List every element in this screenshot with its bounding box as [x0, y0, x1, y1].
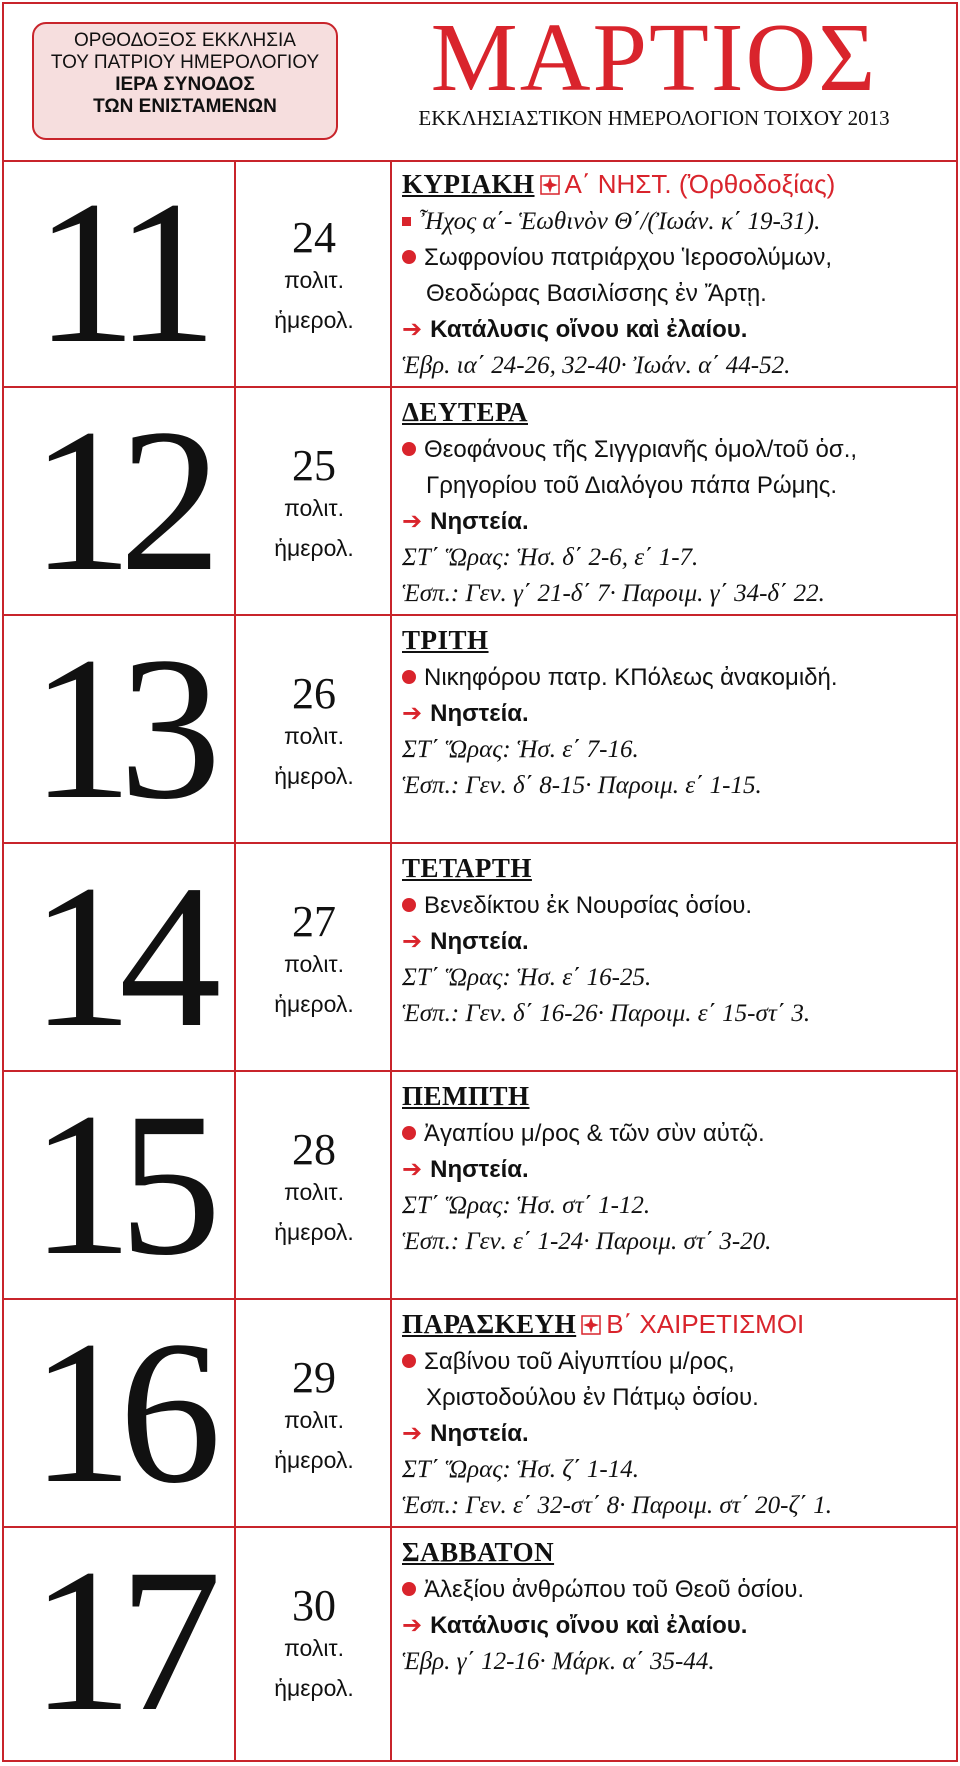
- saint-line: [402, 468, 948, 504]
- day-number: 15: [4, 1072, 236, 1298]
- day-content: [402, 166, 948, 384]
- fast-text: Κατάλυσις οἴνου καὶ ἐλαίου.: [430, 316, 748, 343]
- day-row: [4, 844, 956, 1072]
- tone-text: Ἦχος α΄- Ἑωθινὸν Θ΄/(Ἰωάν. κ΄ 19-31).: [419, 208, 821, 235]
- civil-label: ἡμερολ.: [274, 991, 354, 1017]
- day-number: 17: [4, 1528, 236, 1760]
- badge-line: ΙΕΡΑ ΣΥΝΟΔΟΣ: [115, 74, 255, 95]
- arrow-right-icon: ➔: [402, 508, 423, 535]
- calendar-page: [2, 2, 958, 1762]
- civil-label: πολιτ.: [284, 951, 344, 977]
- day-title: [402, 166, 948, 204]
- days-list: [4, 160, 956, 1760]
- fast-line: [402, 924, 948, 960]
- saint-line: [402, 1116, 948, 1152]
- saint-text: Νικηφόρου πατρ. ΚΠόλεως ἀνακομιδή.: [424, 664, 838, 691]
- reading-line: ΣΤ΄ Ὥρας: Ἡσ. ε΄ 16-25.: [402, 964, 652, 991]
- civil-date: [238, 388, 392, 614]
- fast-line: [402, 1608, 948, 1644]
- day-title: [402, 1078, 948, 1116]
- saint-text: Χριστοδούλου ἐν Πάτμῳ ὁσίου.: [426, 1384, 759, 1411]
- reading-line: Ἑσπ.: Γεν. δ΄ 16-26· Παροιμ. ε΄ 15-στ΄ 3.: [402, 1000, 811, 1027]
- day-title: [402, 1306, 948, 1344]
- day-content: [402, 1534, 948, 1680]
- saint-text: Σωφρονίου πατριάρχου Ἱεροσολύμων,: [424, 244, 832, 271]
- fast-text: Κατάλυσις οἴνου καὶ ἐλαίου.: [430, 1612, 748, 1639]
- fast-text: Νηστεία.: [430, 1156, 529, 1183]
- saint-line: [402, 432, 948, 468]
- badge-line: ΟΡΘΟΔΟΞΟΣ ΕΚΚΛΗΣΙΑ: [74, 30, 296, 51]
- day-number: 14: [4, 844, 236, 1070]
- fast-line: [402, 1152, 948, 1188]
- red-dot-icon: [402, 898, 416, 912]
- saint-text: Ἀλεξίου ἀνθρώπου τοῦ Θεοῦ ὁσίου.: [424, 1576, 804, 1603]
- civil-label: πολιτ.: [284, 267, 344, 293]
- saint-text: Σαβίνου τοῦ Αἰγυπτίου μ/ρος,: [424, 1348, 735, 1375]
- saint-line: [402, 276, 948, 312]
- arrow-right-icon: ➔: [402, 1612, 423, 1639]
- saint-text: Θεοφάνους τῆς Σιγγριανῆς ὁμολ/τοῦ ὁσ.,: [424, 436, 858, 463]
- feast-name: Α΄ ΝΗΣΤ. (Ὀρθοδοξίας): [564, 169, 836, 199]
- red-dot-icon: [402, 1126, 416, 1140]
- civil-date: [238, 616, 392, 842]
- red-dot-icon: [402, 442, 416, 456]
- saint-line: [402, 660, 948, 696]
- reading-line: Ἑσπ.: Γεν. ε΄ 32-στ΄ 8· Παροιμ. στ΄ 20-ζ΄ 1.: [402, 1492, 832, 1519]
- day-content: [402, 1078, 948, 1260]
- fast-line: [402, 1416, 948, 1452]
- arrow-right-icon: ➔: [402, 316, 423, 343]
- day-title: [402, 622, 948, 660]
- reading-line: Ἑσπ.: Γεν. γ΄ 21-δ΄ 7· Παροιμ. γ΄ 34-δ΄ 22.: [402, 580, 825, 607]
- reading-line: ΣΤ΄ Ὥρας: Ἡσ. δ΄ 2-6, ε΄ 1-7.: [402, 544, 699, 571]
- tone-line: [402, 204, 948, 240]
- fast-text: Νηστεία.: [430, 928, 529, 955]
- cross-icon: [581, 1310, 601, 1330]
- saint-line: [402, 240, 948, 276]
- day-title: [402, 1534, 948, 1572]
- civil-label: ἡμερολ.: [274, 1447, 354, 1473]
- saint-line: [402, 1572, 948, 1608]
- saint-text: Γρηγορίου τοῦ Διαλόγου πάπα Ρώμης.: [426, 472, 838, 499]
- saint-line: [402, 1380, 948, 1416]
- square-bullet-icon: [402, 217, 411, 226]
- arrow-right-icon: ➔: [402, 1420, 423, 1447]
- fast-line: [402, 696, 948, 732]
- reading-line: ΣΤ΄ Ὥρας: Ἡσ. ε΄ 7-16.: [402, 736, 639, 763]
- civil-label: ἡμερολ.: [274, 535, 354, 561]
- calendar-subtitle: ΕΚΚΛΗΣΙΑΣΤΙΚΟΝ ΗΜΕΡΟΛΟΓΙΟΝ ΤΟΙΧΟΥ 2013: [418, 106, 890, 130]
- reading-line: ΣΤ΄ Ὥρας: Ἡσ. στ΄ 1-12.: [402, 1192, 651, 1219]
- calendar-header: [4, 4, 956, 162]
- saint-text: Βενεδίκτου ἐκ Νουρσίας ὁσίου.: [424, 892, 753, 919]
- day-name: ΚΥΡΙΑΚΗ: [402, 169, 535, 199]
- day-name: ΠΕΜΠΤΗ: [402, 1081, 530, 1111]
- civil-day: 26: [292, 669, 336, 718]
- day-row: [4, 388, 956, 616]
- reading-line: Ἑβρ. ια΄ 24-26, 32-40· Ἰωάν. α΄ 44-52.: [402, 352, 791, 379]
- feast-name: Β΄ ΧΑΙΡΕΤΙΣΜΟΙ: [606, 1309, 805, 1339]
- fast-line: [402, 312, 948, 348]
- day-number: 11: [4, 160, 236, 386]
- saint-line: [402, 1344, 948, 1380]
- badge-line: ΤΟΥ ΠΑΤΡΙΟΥ ΗΜΕΡΟΛΟΓΙΟΥ: [50, 52, 320, 73]
- fast-text: Νηστεία.: [430, 700, 529, 727]
- saint-line: [402, 888, 948, 924]
- red-dot-icon: [402, 250, 416, 264]
- civil-label: πολιτ.: [284, 1179, 344, 1205]
- civil-label: ἡμερολ.: [274, 307, 354, 333]
- day-title: [402, 394, 948, 432]
- day-content: [402, 394, 948, 612]
- day-row: [4, 1072, 956, 1300]
- day-content: [402, 850, 948, 1032]
- civil-day: 30: [292, 1581, 336, 1630]
- civil-day: 27: [292, 897, 336, 946]
- fast-line: [402, 504, 948, 540]
- arrow-right-icon: ➔: [402, 700, 423, 727]
- day-name: ΤΡΙΤΗ: [402, 625, 489, 655]
- civil-date: [238, 1072, 392, 1298]
- saint-text: Ἀγαπίου μ/ρος & τῶν σὺν αὐτῷ.: [424, 1120, 765, 1147]
- day-name: ΤΕΤΑΡΤΗ: [402, 853, 532, 883]
- day-number: 12: [4, 388, 236, 614]
- civil-label: ἡμερολ.: [274, 1675, 354, 1701]
- day-number: 16: [4, 1300, 236, 1526]
- civil-label: ἡμερολ.: [274, 1219, 354, 1245]
- day-title: [402, 850, 948, 888]
- arrow-right-icon: ➔: [402, 928, 423, 955]
- civil-day: 28: [292, 1125, 336, 1174]
- civil-day: 25: [292, 441, 336, 490]
- day-name: ΣΑΒΒΑΤΟΝ: [402, 1537, 555, 1567]
- day-row: [4, 160, 956, 388]
- arrow-right-icon: ➔: [402, 1156, 423, 1183]
- badge-line: ΤΩΝ ΕΝΙΣΤΑΜΕΝΩΝ: [93, 96, 277, 117]
- reading-line: Ἑσπ.: Γεν. ε΄ 1-24· Παροιμ. στ΄ 3-20.: [402, 1228, 772, 1255]
- civil-label: πολιτ.: [284, 1407, 344, 1433]
- cross-icon: [540, 170, 560, 190]
- fast-text: Νηστεία.: [430, 508, 529, 535]
- red-dot-icon: [402, 1582, 416, 1596]
- day-name: ΔΕΥΤΕΡΑ: [402, 397, 528, 427]
- reading-line: Ἑβρ. γ΄ 12-16· Μάρκ. α΄ 35-44.: [402, 1648, 715, 1675]
- day-content: [402, 622, 948, 804]
- reading-line: ΣΤ΄ Ὥρας: Ἡσ. ζ΄ 1-14.: [402, 1456, 640, 1483]
- civil-label: πολιτ.: [284, 723, 344, 749]
- fast-text: Νηστεία.: [430, 1420, 529, 1447]
- day-number: 13: [4, 616, 236, 842]
- civil-day: 29: [292, 1353, 336, 1402]
- day-row: [4, 616, 956, 844]
- red-dot-icon: [402, 670, 416, 684]
- day-name: ΠΑΡΑΣΚΕΥΗ: [402, 1309, 577, 1339]
- civil-label: πολιτ.: [284, 495, 344, 521]
- saint-text: Θεοδώρας Βασιλίσσης ἐν Ἄρτῃ.: [426, 280, 767, 307]
- civil-date: [238, 1300, 392, 1526]
- civil-day: 24: [292, 213, 336, 262]
- day-row: [4, 1300, 956, 1528]
- month-title: ΜΑΡΤΙΟΣ: [430, 4, 878, 112]
- civil-label: πολιτ.: [284, 1635, 344, 1661]
- red-dot-icon: [402, 1354, 416, 1368]
- civil-label: ἡμερολ.: [274, 763, 354, 789]
- church-badge: [32, 22, 338, 140]
- reading-line: Ἑσπ.: Γεν. δ΄ 8-15· Παροιμ. ε΄ 1-15.: [402, 772, 762, 799]
- civil-date: [238, 160, 392, 386]
- civil-date: [238, 1528, 392, 1760]
- civil-date: [238, 844, 392, 1070]
- day-row: [4, 1528, 956, 1760]
- day-content: [402, 1306, 948, 1524]
